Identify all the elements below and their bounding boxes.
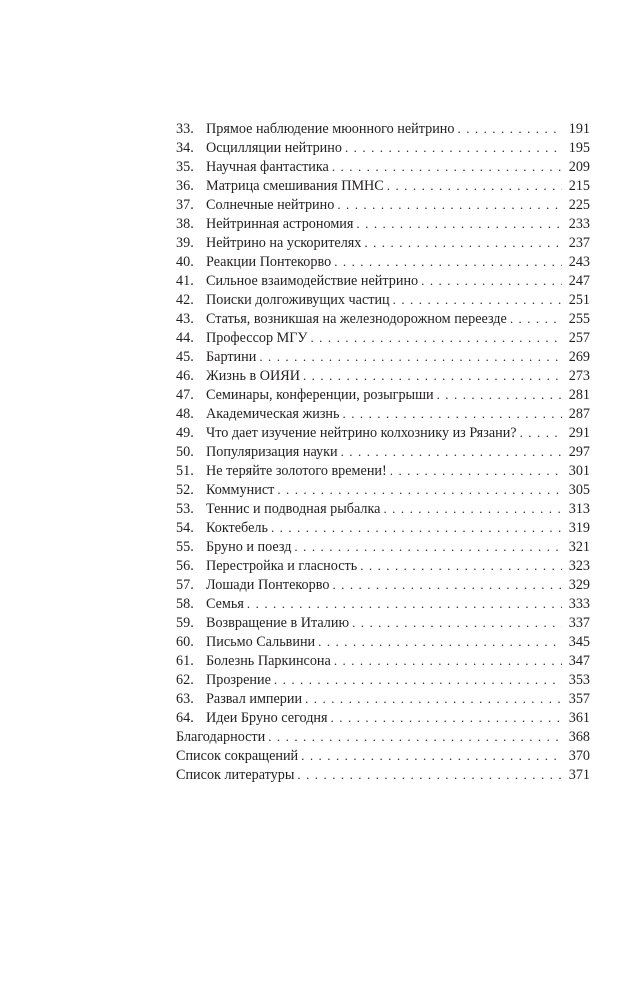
toc-entry [176, 689, 590, 708]
toc-entry-page-number: 333 [568, 596, 590, 612]
toc-dot-leader [345, 138, 562, 157]
toc-entry-page-number: 361 [568, 710, 590, 726]
toc-dot-leader [274, 670, 562, 689]
toc-entry [176, 271, 590, 290]
toc-dot-leader [268, 727, 562, 746]
toc-dot-leader [360, 556, 562, 575]
toc-entry [176, 746, 590, 765]
toc-dot-leader [341, 442, 562, 461]
toc-dot-leader [383, 499, 562, 518]
toc-entry-page-number: 347 [568, 653, 590, 669]
toc-entry-title: Список литературы [176, 767, 295, 783]
toc-entry-number: 47. [176, 387, 194, 403]
toc-entry-number: 41. [176, 273, 194, 289]
toc-entry-title: Развал империи [206, 691, 303, 707]
toc-dot-leader [520, 423, 562, 442]
toc-entry [176, 252, 590, 271]
toc-entry [176, 214, 590, 233]
toc-entry-page-number: 297 [568, 444, 590, 460]
toc-entry-page-number: 243 [568, 254, 590, 270]
toc-entry [176, 708, 590, 727]
toc-entry [176, 632, 590, 651]
toc-dot-leader [331, 708, 562, 727]
toc-entry-page-number: 273 [568, 368, 590, 384]
toc-entry-number: 34. [176, 140, 194, 156]
toc-dot-leader [332, 575, 562, 594]
toc-entry [176, 195, 590, 214]
toc-entry-page-number: 215 [568, 178, 590, 194]
toc-entry-page-number: 323 [568, 558, 590, 574]
toc-entry-title: Коктебель [206, 520, 268, 536]
toc-entry-title: Благодарности [176, 729, 266, 745]
toc-entry-number: 54. [176, 520, 194, 536]
toc-dot-leader [352, 613, 562, 632]
toc-entry-page-number: 368 [568, 729, 590, 745]
toc-entry [176, 119, 590, 138]
toc-entry-number: 36. [176, 178, 194, 194]
toc-entry [176, 328, 590, 347]
toc-entry-number: 35. [176, 159, 194, 175]
toc-entry-number: 57. [176, 577, 194, 593]
toc-entry [176, 480, 590, 499]
toc-entry-title: Жизнь в ОИЯИ [206, 368, 300, 384]
toc-entry [176, 613, 590, 632]
toc-dot-leader [332, 157, 562, 176]
toc-entry-page-number: 319 [568, 520, 590, 536]
toc-dot-leader [305, 689, 562, 708]
toc-entry-title: Бруно и поезд [206, 539, 292, 555]
toc-entry-page-number: 237 [568, 235, 590, 251]
toc-entry-number: 61. [176, 653, 194, 669]
toc-dot-leader [458, 119, 563, 138]
toc-entry-title: Семинары, конференции, розыгрыши [206, 387, 434, 403]
toc-entry-page-number: 345 [568, 634, 590, 650]
toc-entry-page-number: 313 [568, 501, 590, 517]
toc-dot-leader [387, 176, 562, 195]
toc-entry [176, 499, 590, 518]
toc-entry-title: Матрица смешивания ПМНС [206, 178, 384, 194]
toc-dot-leader [437, 385, 562, 404]
toc-entry-number: 48. [176, 406, 194, 422]
toc-entry-number: 58. [176, 596, 194, 612]
toc-entry-title: Осцилляции нейтрино [206, 140, 342, 156]
toc-entry [176, 537, 590, 556]
toc-entry-page-number: 329 [568, 577, 590, 593]
toc-entry-title: Теннис и подводная рыбалка [206, 501, 381, 517]
toc-dot-leader [271, 518, 562, 537]
toc-entry-page-number: 337 [568, 615, 590, 631]
toc-entry-number: 43. [176, 311, 194, 327]
table-of-contents [176, 119, 590, 784]
toc-dot-leader [334, 252, 562, 271]
toc-entry [176, 309, 590, 328]
toc-entry-title: Солнечные нейтрино [206, 197, 335, 213]
toc-entry [176, 423, 590, 442]
toc-entry-number: 59. [176, 615, 194, 631]
toc-entry-title: Лошади Понтекорво [206, 577, 330, 593]
toc-entry-title: Поиски долгоживущих частиц [206, 292, 390, 308]
toc-entry-title: Академическая жизнь [206, 406, 340, 422]
toc-entry-title: Профессор МГУ [206, 330, 308, 346]
toc-entry-page-number: 291 [568, 425, 590, 441]
toc-entry-title: Популяризация науки [206, 444, 338, 460]
toc-entry-title: Коммунист [206, 482, 275, 498]
toc-entry [176, 404, 590, 423]
toc-entry-number: 50. [176, 444, 194, 460]
toc-entry [176, 594, 590, 613]
toc-entry-page-number: 301 [568, 463, 590, 479]
toc-entry-page-number: 371 [568, 767, 590, 783]
toc-entry-page-number: 370 [568, 748, 590, 764]
toc-entry [176, 442, 590, 461]
toc-entry-title: Не теряйте золотого времени! [206, 463, 387, 479]
toc-entry-number: 51. [176, 463, 194, 479]
toc-entry-page-number: 195 [568, 140, 590, 156]
toc-entry [176, 290, 590, 309]
toc-entry-page-number: 251 [568, 292, 590, 308]
toc-entry-number: 56. [176, 558, 194, 574]
toc-entry-title: Перестройка и гласность [206, 558, 358, 574]
toc-entry-page-number: 269 [568, 349, 590, 365]
toc-dot-leader [277, 480, 562, 499]
toc-entry-title: Возвращение в Италию [206, 615, 350, 631]
toc-entry-page-number: 321 [568, 539, 590, 555]
toc-entry [176, 556, 590, 575]
toc-entry-page-number: 255 [568, 311, 590, 327]
toc-entry-page-number: 225 [568, 197, 590, 213]
toc-entry [176, 176, 590, 195]
toc-entry-number: 38. [176, 216, 194, 232]
toc-entry-title: Болезнь Паркинсона [206, 653, 331, 669]
toc-dot-leader [421, 271, 562, 290]
toc-dot-leader [310, 328, 562, 347]
toc-entry-number: 63. [176, 691, 194, 707]
toc-entry-page-number: 257 [568, 330, 590, 346]
toc-entry-page-number: 247 [568, 273, 590, 289]
toc-dot-leader [259, 347, 562, 366]
toc-entry [176, 385, 590, 404]
toc-entry [176, 765, 590, 784]
toc-entry-title: Прямое наблюдение мюонного нейтрино [206, 121, 455, 137]
toc-dot-leader [337, 195, 562, 214]
toc-entry [176, 518, 590, 537]
toc-entry-number: 37. [176, 197, 194, 213]
toc-entry [176, 727, 590, 746]
toc-entry-title: Нейтринная астрономия [206, 216, 354, 232]
toc-entry-number: 62. [176, 672, 194, 688]
toc-dot-leader [334, 651, 562, 670]
toc-entry-title: Сильное взаимодействие нейтрино [206, 273, 419, 289]
toc-dot-leader [318, 632, 562, 651]
toc-dot-leader [301, 746, 562, 765]
toc-entry-title: Список сокращений [176, 748, 299, 764]
toc-dot-leader [356, 214, 562, 233]
toc-dot-leader [393, 290, 562, 309]
toc-entry [176, 461, 590, 480]
toc-entry [176, 575, 590, 594]
toc-entry-number: 39. [176, 235, 194, 251]
toc-entry-page-number: 353 [568, 672, 590, 688]
toc-entry [176, 347, 590, 366]
toc-dot-leader [364, 233, 562, 252]
toc-entry-number: 49. [176, 425, 194, 441]
toc-dot-leader [510, 309, 562, 328]
toc-entry-number: 60. [176, 634, 194, 650]
toc-entry-number: 55. [176, 539, 194, 555]
toc-entry-number: 42. [176, 292, 194, 308]
toc-entry-title: Прозрение [206, 672, 271, 688]
toc-entry [176, 233, 590, 252]
toc-entry [176, 138, 590, 157]
toc-entry [176, 366, 590, 385]
toc-entry-page-number: 287 [568, 406, 590, 422]
toc-entry [176, 670, 590, 689]
toc-entry-number: 52. [176, 482, 194, 498]
toc-entry-page-number: 357 [568, 691, 590, 707]
toc-dot-leader [294, 537, 562, 556]
toc-dot-leader [390, 461, 562, 480]
toc-entry-number: 33. [176, 121, 194, 137]
toc-entry-title: Научная фантастика [206, 159, 329, 175]
toc-entry-title: Нейтрино на ускорителях [206, 235, 362, 251]
toc-entry-number: 45. [176, 349, 194, 365]
toc-entry-number: 64. [176, 710, 194, 726]
toc-entry [176, 157, 590, 176]
toc-entry-page-number: 209 [568, 159, 590, 175]
toc-dot-leader [247, 594, 562, 613]
toc-dot-leader [343, 404, 563, 423]
toc-entry-page-number: 191 [568, 121, 590, 137]
toc-entry-number: 53. [176, 501, 194, 517]
toc-dot-leader [303, 366, 562, 385]
toc-dot-leader [297, 765, 562, 784]
toc-entry-number: 46. [176, 368, 194, 384]
toc-entry-title: Реакции Понтекорво [206, 254, 332, 270]
toc-entry-title: Идеи Бруно сегодня [206, 710, 328, 726]
toc-entry-title: Бартини [206, 349, 257, 365]
toc-entry-title: Семья [206, 596, 244, 612]
toc-entry-page-number: 281 [568, 387, 590, 403]
toc-entry-page-number: 233 [568, 216, 590, 232]
toc-entry-title: Письмо Сальвини [206, 634, 316, 650]
toc-entry-page-number: 305 [568, 482, 590, 498]
toc-entry [176, 651, 590, 670]
toc-entry-number: 44. [176, 330, 194, 346]
toc-entry-title: Что дает изучение нейтрино колхознику из Рязани? [206, 425, 517, 441]
toc-entry-number: 40. [176, 254, 194, 270]
toc-entry-title: Статья, возникшая на железнодорожном переезде [206, 311, 507, 327]
